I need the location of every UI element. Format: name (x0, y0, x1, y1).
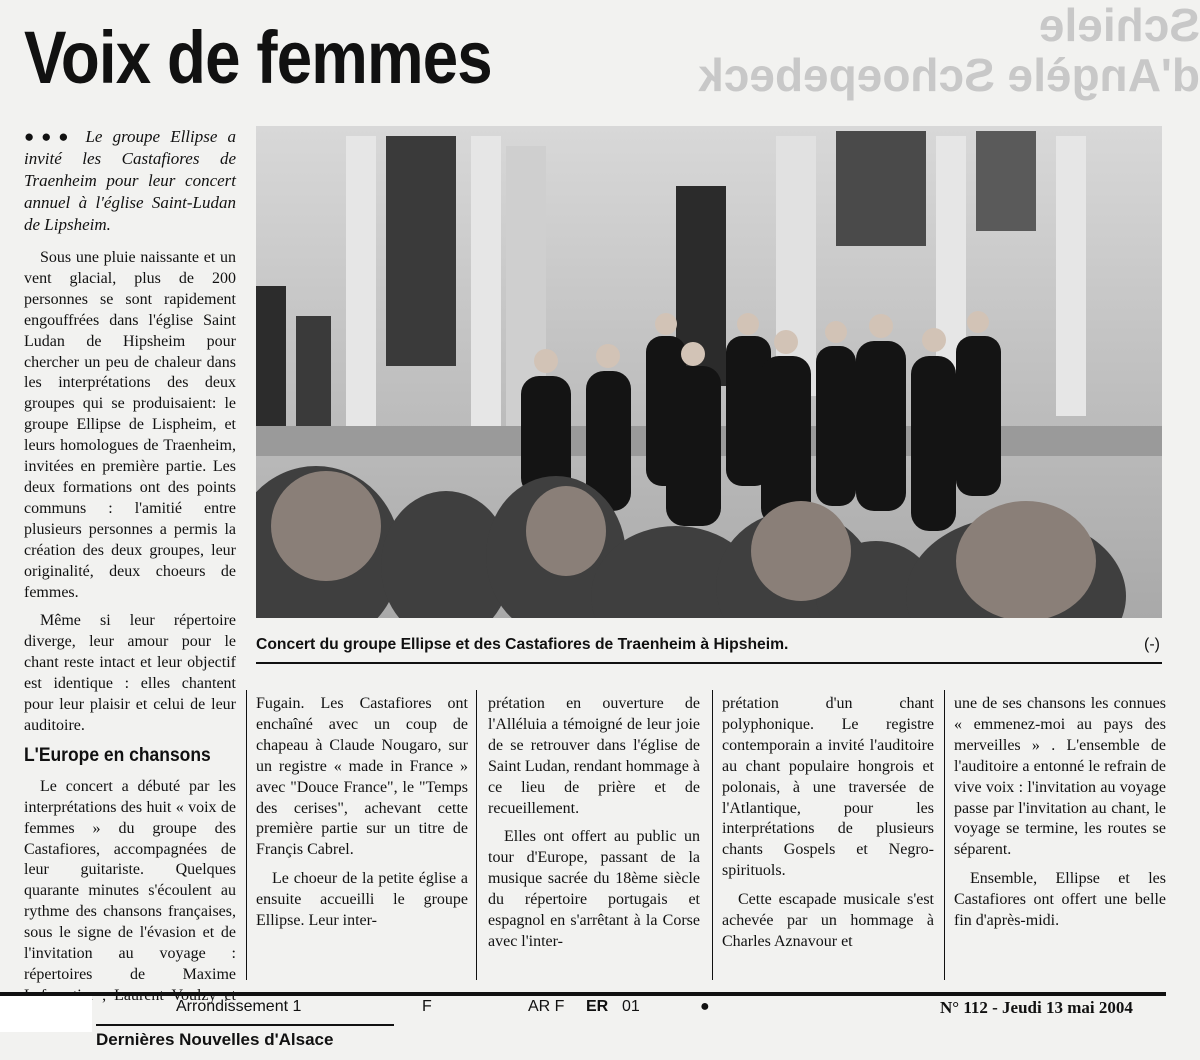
column-3 (488, 694, 700, 953)
bleed-line-2: d'Angèle Schoepebeck (698, 49, 1200, 101)
bullet-dots-icon: ●●● (24, 127, 76, 146)
headline: Voix de femmes (24, 16, 492, 99)
body-paragraph: Elles ont offert au public un tour d'Europe, passant de la musique sacrée du 18ème siècle du répertoire portugais et espagnol en s'arrêtant à la Corse avec l'inter- (488, 828, 700, 950)
concert-photo (256, 126, 1162, 618)
footer-dot-icon: ● (700, 998, 710, 1015)
footer-rule-2 (96, 1024, 394, 1026)
footer-code-1: AR F (528, 998, 565, 1015)
photo-credit: (-) (1144, 636, 1160, 653)
footer-code-2: ER (586, 998, 609, 1015)
column-4 (722, 694, 934, 953)
church-choir-image (256, 126, 1162, 618)
body-paragraph: une de ses chansons les connues « emmenez-moi au pays des merveilles » . L'ensemble de l'auditoire a entonné le refrain de vive voix : l'invitation au voyage passe par l'invitation au chant, le voyage se termine, les routes se séparent. (954, 695, 1166, 859)
footer-issue: N° 112 - Jeudi 13 mai 2004 (940, 998, 1133, 1017)
body-paragraph: Même si leur répertoire diverge, leur amour pour le chant reste intact et leur objectif est identique : elles chantent pour leur plaisir et celui de leur auditoire. (24, 612, 236, 734)
caption-rule (256, 662, 1162, 664)
body-paragraph: Le choeur de la petite église a ensuite accueilli le groupe Ellipse. Leur inter- (256, 870, 468, 930)
column-rule (476, 690, 477, 980)
column-rule (712, 690, 713, 980)
newspaper-name: Dernières Nouvelles d'Alsace (96, 1030, 334, 1049)
footer-code-3: 01 (622, 998, 640, 1015)
body-paragraph: Cette escapade musicale s'est achevée par un hommage à Charles Aznavour et (722, 891, 934, 950)
intro-text: Le groupe Ellipse a invité les Castafiores de Traenheim pour leur concert annuel à l'église Saint-Ludan de Lipsheim. (24, 127, 237, 234)
column-5 (954, 694, 1166, 932)
subheading: L'Europe en chansons (24, 744, 211, 766)
bleed-through-text (698, 0, 1200, 101)
footer-edition: F (422, 998, 432, 1015)
intro-paragraph (24, 126, 236, 236)
body-paragraph: Le concert a débuté par les interprétations des huit « voix de femmes » du groupe des Castafiores, accompagnées de leur guitariste. Quelques quarante minutes s'écoulent au rythme des chansons françaises, sous le signe de l'évasion et de l'invitation au voyage : répertoires de Maxime (24, 777, 236, 983)
column-2 (256, 694, 468, 932)
body-paragraph: Fugain. Les Castafiores ont enchaîné avec un coup de chapeau à Claude Nougaro, sur un registre « made in France » avec "Douce France", le "Temps des cerises", achevant cette première partie sur un titre de Françis Cabrel. (256, 695, 468, 859)
bleed-line-1: Schiele (1038, 0, 1200, 51)
photo-caption: Concert du groupe Ellipse et des Castafiores de Traenheim à Hipsheim. (256, 636, 789, 653)
column-1 (24, 126, 236, 1028)
body-paragraph: prétation en ouverture de l'Alléluia a témoigné de leur joie de se retrouver dans l'église de Saint Ludan, rendant hommage à ce lieu de prière et de recueillement. (488, 695, 700, 817)
body-paragraph: Ensemble, Ellipse et les Castafiores ont offert une belle fin d'après-midi. (954, 870, 1166, 930)
masked-label (0, 996, 92, 1032)
body-paragraph: prétation d'un chant polyphonique. Le registre contemporain a invité l'auditoire au chant populaire hongrois et polonais, à une traversée de l'Atlantique, pour les interprétations de plusieurs chants Gospels et Negro-spirituols. (722, 695, 934, 880)
footer-section: Arrondissement 1 (176, 998, 302, 1015)
body-paragraph: Sous une pluie naissante et un vent glacial, plus de 200 personnes se sont rapidement engouffrées dans l'église Saint Ludan de Hipsheim pour chercher un peu de chaleur dans les interprétations des deux groupes qui se produisaient: le groupe Ellipse de Lispheim, et leurs homologues de Traenheim, invitées en première partie. Les deux formations ont des points communs : l'amitié entre plusieurs personnes a permis la création des deux groupes, leur originalité, deux choeurs de femmes. (24, 249, 236, 601)
column-rule (944, 690, 945, 980)
column-rule (246, 690, 247, 980)
footer-rule (0, 992, 1166, 996)
